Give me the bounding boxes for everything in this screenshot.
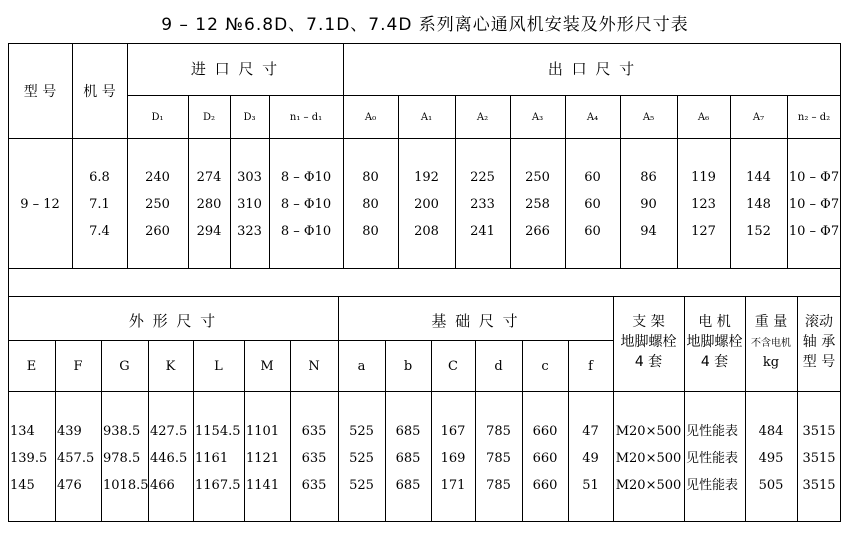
table-cell: M20×500 — [615, 451, 682, 466]
table-cell: 685 — [395, 424, 421, 439]
table-cell: 525 — [349, 478, 374, 493]
table-cell: 294 — [196, 224, 222, 239]
column-header: K — [165, 359, 176, 374]
header-base: 基 础 尺 寸 — [431, 312, 520, 330]
table-cell: 80 — [362, 170, 379, 185]
table-cell: 208 — [414, 224, 439, 239]
column-header: F — [73, 359, 83, 374]
table-cell: 10 – Φ7 — [788, 224, 840, 239]
table-cell: 1101 — [246, 424, 280, 439]
table-cell: 427.5 — [150, 424, 188, 439]
page-title: 9 – 12 №6.8D、7.1D、7.4D 系列离心通风机安装及外形尺寸表 — [161, 15, 689, 35]
table-cell: 10 – Φ7 — [788, 197, 840, 212]
table-cell: 8 – Φ10 — [280, 170, 332, 185]
header-outline: 外 形 尺 寸 — [128, 312, 218, 330]
table-cell: 8 – Φ10 — [280, 197, 332, 212]
table-cell: 见性能表 — [686, 451, 739, 466]
table-cell: 635 — [301, 451, 327, 466]
table-cell: 127 — [691, 224, 716, 239]
column-header: b — [403, 359, 413, 374]
col-n2d2: n₂ – d₂ — [797, 112, 831, 123]
header-machine: 机 号 — [83, 84, 116, 100]
col-D1: D₁ — [151, 112, 164, 123]
column-header: N — [308, 359, 320, 374]
table-cell: 660 — [532, 451, 558, 466]
header-support-line3: 4 套 — [634, 354, 663, 370]
table-cell: 49 — [582, 451, 599, 466]
header-support-line1: 支 架 — [632, 314, 665, 330]
header-bearing-line2: 轴 承 — [802, 334, 836, 350]
column-header: d — [494, 359, 503, 374]
table-cell: 1141 — [246, 478, 280, 493]
col-A5: A₅ — [642, 112, 655, 123]
table-cell: 144 — [746, 170, 771, 185]
column-header: L — [214, 359, 223, 374]
table-cell: 266 — [525, 224, 550, 239]
col-A4: A₄ — [586, 112, 599, 123]
table-cell: 635 — [301, 478, 327, 493]
header-weight-line3: kg — [762, 355, 780, 370]
table-cell: 80 — [362, 224, 379, 239]
table-cell: 635 — [301, 424, 327, 439]
table-cell: 60 — [584, 197, 601, 212]
table-cell: 3515 — [802, 478, 836, 493]
col-D3: D₃ — [243, 112, 256, 123]
table-cell: 495 — [758, 451, 784, 466]
table-cell: 51 — [582, 478, 599, 493]
table-cell: 457.5 — [57, 451, 95, 466]
table-cell: 134 — [10, 424, 35, 439]
table-cell: 446.5 — [150, 451, 188, 466]
table-cell: 1121 — [246, 451, 280, 466]
header-model: 型 号 — [23, 84, 57, 100]
col-A0: A₀ — [364, 112, 377, 123]
table-cell: 250 — [145, 197, 170, 212]
table-cell: M20×500 — [615, 424, 682, 439]
col-D2: D₂ — [202, 112, 216, 123]
table-cell: 505 — [758, 478, 784, 493]
table-cell: 274 — [196, 170, 222, 185]
table-cell: 152 — [746, 224, 771, 239]
machine-cell: 6.8 — [89, 170, 110, 185]
table-cell: 1161 — [195, 451, 229, 466]
table-cell: 978.5 — [103, 451, 141, 466]
table-cell: 169 — [440, 451, 466, 466]
table-cell: 466 — [150, 478, 175, 493]
table-cell: 119 — [691, 170, 716, 185]
table-cell: 785 — [486, 424, 511, 439]
column-header: c — [541, 359, 549, 374]
header-motor-line2: 地脚螺栓 — [686, 334, 743, 350]
column-header: C — [448, 359, 458, 374]
table-cell: 3515 — [802, 451, 836, 466]
table-cell: 60 — [584, 224, 601, 239]
table-cell: 233 — [470, 197, 495, 212]
header-support-line2: 地脚螺栓 — [620, 334, 677, 350]
machine-cell: 7.1 — [89, 197, 110, 212]
model-cell: 9 – 12 — [20, 197, 60, 212]
table-cell: 80 — [362, 197, 379, 212]
column-header: a — [357, 359, 366, 374]
table-cell: 86 — [640, 170, 657, 185]
table-cell: 785 — [486, 478, 511, 493]
table-cell: 785 — [486, 451, 511, 466]
table-cell: 250 — [525, 170, 550, 185]
col-A1: A₁ — [420, 112, 433, 123]
table-cell: 310 — [237, 197, 262, 212]
table-cell: 660 — [532, 478, 558, 493]
table-cell: 240 — [145, 170, 170, 185]
column-header: M — [260, 359, 274, 374]
header-motor-line3: 4 套 — [700, 354, 729, 370]
table-cell: 439 — [57, 424, 82, 439]
table-cell: 60 — [584, 170, 601, 185]
table-cell: 225 — [470, 170, 495, 185]
table-cell: 280 — [196, 197, 222, 212]
table-cell: 94 — [640, 224, 657, 239]
column-header: E — [26, 359, 37, 374]
table-cell: 200 — [414, 197, 439, 212]
table-cell: 123 — [691, 197, 716, 212]
table-cell: 1167.5 — [195, 478, 241, 493]
table-cell: 258 — [525, 197, 550, 212]
table-cell: 167 — [440, 424, 466, 439]
table-cell: 241 — [470, 224, 495, 239]
table-cell: 525 — [349, 424, 374, 439]
table-cell: 145 — [10, 478, 35, 493]
table-cell: 8 – Φ10 — [280, 224, 332, 239]
table-cell: 685 — [395, 478, 421, 493]
col-n1d1: n₁ – d₁ — [289, 112, 323, 123]
table-cell: 见性能表 — [686, 478, 739, 493]
col-A2: A₂ — [476, 112, 489, 123]
table-cell: 685 — [395, 451, 421, 466]
machine-cell: 7.4 — [89, 224, 110, 239]
table-cell: 171 — [440, 478, 466, 493]
header-inlet: 进 口 尺 寸 — [190, 60, 280, 78]
table-cell: 525 — [349, 451, 374, 466]
table-cell: 1154.5 — [195, 424, 241, 439]
table-cell: 3515 — [802, 424, 836, 439]
table-cell: M20×500 — [615, 478, 682, 493]
table-cell: 303 — [237, 170, 262, 185]
table-cell: 484 — [758, 424, 784, 439]
table-cell: 323 — [237, 224, 262, 239]
header-weight-line2: 不含电机 — [751, 338, 791, 349]
header-bearing-line1: 滚动 — [805, 314, 833, 330]
table-cell: 938.5 — [103, 424, 141, 439]
table-cell: 660 — [532, 424, 558, 439]
column-header: G — [119, 359, 130, 374]
table-cell: 90 — [640, 197, 657, 212]
table-cell: 260 — [145, 224, 170, 239]
col-A6: A₆ — [697, 112, 710, 123]
table-cell: 47 — [582, 424, 599, 439]
table-cell: 见性能表 — [686, 424, 739, 439]
table-cell: 192 — [414, 170, 439, 185]
col-A7: A₇ — [752, 112, 765, 123]
header-motor-line1: 电 机 — [698, 314, 731, 330]
header-weight-line1: 重 量 — [754, 314, 788, 330]
table-cell: 139.5 — [10, 451, 48, 466]
table-cell: 10 – Φ7 — [788, 170, 840, 185]
table-cell: 476 — [57, 478, 82, 493]
table-cell: 148 — [746, 197, 771, 212]
col-A3: A₃ — [531, 112, 544, 123]
table-cell: 1018.5 — [103, 478, 149, 493]
header-outlet: 出 口 尺 寸 — [547, 60, 637, 78]
column-header: f — [588, 359, 593, 374]
header-bearing-line3: 型 号 — [802, 354, 836, 370]
